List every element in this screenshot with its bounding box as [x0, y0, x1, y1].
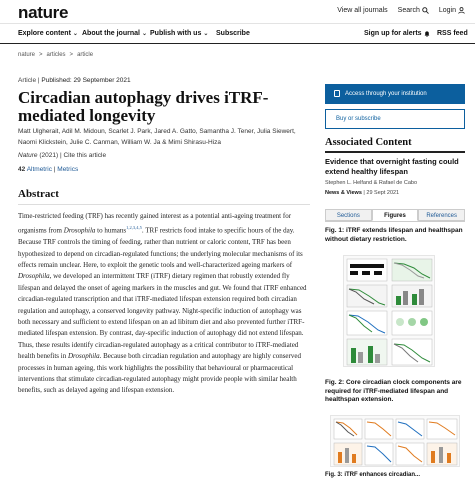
nav-explore-content[interactable]: Explore content ⌄ [18, 30, 78, 37]
altmetric-count: 42 [18, 166, 26, 173]
associated-article-title[interactable]: Evidence that overnight fasting could extend healthy lifespan [325, 157, 459, 176]
figure-1-caption[interactable]: Fig. 1: iTRF extends lifespan and healthspan without dietary restriction. [325, 227, 463, 243]
breadcrumb [18, 52, 93, 58]
tab-sections[interactable]: Sections [325, 209, 372, 221]
top-bar [0, 0, 475, 24]
author-list[interactable]: Matt Ulgherait, Adil M. Midoun, Scarlet J. Park, Jared A. Gatto, Samantha J. Tener, Julia Siewert, Naomi Klickstein, Julie C. Canman, William W. Ja & Mimi Shirasu-Hiza [18, 128, 296, 146]
associated-date: 29 Sept 2021 [366, 190, 400, 196]
figure-3-caption[interactable]: Fig. 3: iTRF enhances circadian... [325, 472, 421, 478]
associated-content-heading: Associated Content [325, 137, 465, 153]
article-type: Article [18, 77, 37, 84]
figure-1-thumbnail[interactable] [343, 255, 435, 367]
buy-subscribe-button[interactable]: Buy or subscribe [325, 109, 465, 129]
breadcrumb-articles[interactable]: articles [46, 52, 66, 58]
search-icon [422, 7, 429, 14]
breadcrumb-separator: > [69, 52, 74, 58]
institution-icon [334, 90, 340, 97]
article-title: Circadian autophagy drives iTRF-mediated longevity [18, 88, 269, 125]
altmetric-link[interactable]: Altmetric [26, 166, 52, 173]
top-links [337, 7, 465, 14]
chevron-down-icon: ⌄ [72, 31, 78, 37]
nav-rss-feed[interactable]: RSS feed [437, 30, 468, 37]
abstract-text: Time-restricted feeding (TRF) has recently gained interest as a potential anti-ageing treatment for organisms from Drosophila to humans$^{1,2,3,4,5}$. TRF restricts food intake to specific hours of the day. Because TRF controls the timing of feeding, rather than nutrient or caloric content, TRF has been hypothesized to depend on circadian-regulated functions; the underlying molecular mechanisms of its effects remain unclear. Here, to exploit the genetic tools and well-characterized ageing markers of Drosophila, we developed an intermittent TRF (iTRF) dietary regimen that robustly extended fly lifespan and delayed the onset of ageing markers in the muscles and gut. We found that iTRF enhanced circadian-regulated transcription and that iTRF-mediated lifespan extension required both circadian regulation and autophagy, a conserved longevity pathway. Night-specific induction of autophagy was both necessary and sufficient to extend lifespan on an ad libitum diet and also prevented further iTRF-mediated lifespan extension. By contrast, day-specific induction of autophagy did not extend lifespan. Thus, these results identify circadian-regulated autophagy as a critical contributor to iTRF-mediated health benefits in Drosophila. Because both circadian regulation and autophagy are highly conserved processes in human ageing, this work highlights the possibility that behavioural or pharmaceutical interventions that stimulate circadian-regulated autophagy might provide people with similar health benefits, such as delayed ageing and lifespan extension. [18, 212, 307, 395]
abstract-heading: Abstract [18, 188, 310, 205]
chevron-down-icon: ⌄ [141, 31, 147, 37]
nature-logo[interactable]: nature [18, 3, 69, 22]
citation-line: Nature (2021) | Cite this article [18, 152, 107, 159]
nav-about-journal[interactable]: About the journal ⌄ [82, 30, 147, 37]
figure-2-caption[interactable]: Fig. 2: Core circadian clock components are required for iTRF-mediated lifespan and healthspan extension. [325, 379, 462, 403]
breadcrumb-nature[interactable]: nature [18, 52, 36, 58]
tab-figures[interactable]: Figures [372, 209, 419, 221]
associated-authors: Stephen L. Helfand & Rafael de Cabo [325, 180, 418, 186]
search-button[interactable]: Search [398, 7, 429, 14]
pub-year: (2021) [39, 152, 59, 159]
cite-this-article-link[interactable]: Cite this article [63, 152, 107, 159]
published-date: Published: 29 September 2021 [41, 77, 131, 84]
reference-superscript[interactable]: 1,2,3,4,5 [126, 225, 142, 231]
tab-references[interactable]: References [418, 209, 465, 221]
figure-2-thumbnail[interactable] [330, 415, 460, 467]
sidebar-tabs [325, 209, 465, 222]
nav-sign-up-alerts[interactable]: Sign up for alerts [364, 30, 430, 37]
figure-2-graphic [331, 416, 461, 468]
main-nav [0, 24, 475, 44]
view-all-journals-link[interactable]: View all journals [337, 7, 388, 14]
breadcrumb-separator: > [39, 52, 43, 58]
breadcrumb-article: article [77, 52, 94, 58]
associated-meta: News & Views | 29 Sept 2021 [325, 190, 400, 196]
user-icon [458, 7, 465, 14]
article-meta: Article | Published: 29 September 2021 [18, 77, 131, 84]
login-button[interactable]: Login [439, 7, 465, 14]
access-institution-button[interactable]: Access through your institution [325, 84, 465, 104]
metrics-row: 42 Altmetric | Metrics [18, 166, 79, 173]
bell-icon [424, 30, 430, 37]
nav-subscribe[interactable]: Subscribe [216, 30, 250, 37]
figure-1-graphic [344, 256, 436, 368]
associated-type: News & Views [325, 190, 362, 196]
journal-name[interactable]: Nature [18, 152, 38, 159]
nav-publish-with-us[interactable]: Publish with us ⌄ [150, 30, 209, 37]
chevron-down-icon: ⌄ [203, 31, 209, 37]
metrics-link[interactable]: Metrics [57, 166, 79, 173]
